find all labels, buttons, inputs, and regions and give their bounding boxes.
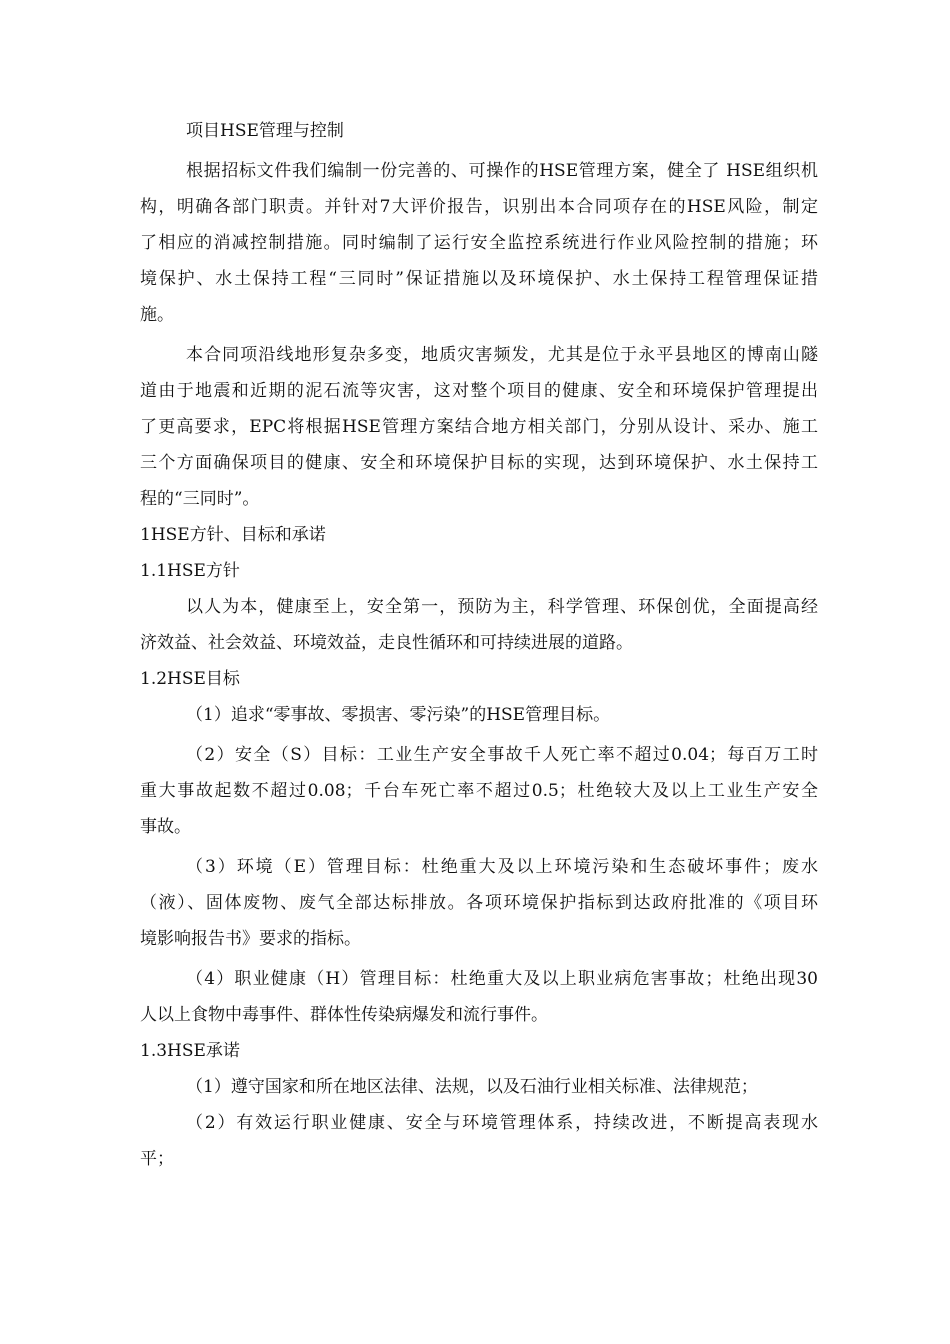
paragraph-line: （2）有效运行职业健康、安全与环境管理体系，持续改进，不断提高表现水	[186, 1113, 818, 1133]
paragraph-line: （4）职业健康（H）管理目标：杜绝重大及以上职业病危害事故；杜绝出现30	[186, 969, 818, 989]
paragraph-line: 以人为本，健康至上，安全第一，预防为主，科学管理、环保创优，全面提高经	[186, 597, 818, 617]
paragraph-line: 平；	[140, 1149, 174, 1169]
policy-paragraph	[140, 589, 818, 661]
paragraph-line: （3）环境（E）管理目标：杜绝重大及以上环境污染和生态破坏事件；废水	[186, 857, 818, 877]
goal-item-2	[140, 737, 818, 845]
paragraph-line: （2）安全（S）目标：工业生产安全事故千人死亡率不超过0.04；每百万工时	[186, 745, 818, 765]
document-title: 项目HSE管理与控制	[186, 121, 344, 141]
paragraph-line: （1）遵守国家和所在地区法律、法规，以及石油行业相关标准、法律规范；	[186, 1077, 758, 1097]
section-heading-1: 1HSE方针、目标和承诺	[140, 525, 326, 545]
paragraph-line: 三个方面确保项目的健康、安全和环境保护目标的实现，达到环境保护、水土保持工	[140, 453, 818, 473]
paragraph-line: 构，明确各部门职责。并针对7大评价报告，识别出本合同项存在的HSE风险，制定	[140, 197, 818, 217]
paragraph-line: 了更高要求，EPC将根据HSE管理方案结合地方相关部门，分别从设计、采办、施工	[140, 417, 818, 437]
document-page	[140, 113, 818, 1177]
goal-item-4	[140, 961, 818, 1033]
paragraph-line: 济效益、社会效益、环境效益，走良性循环和可持续进展的道路。	[140, 633, 633, 653]
paragraph-line: 施。	[140, 305, 174, 325]
commitment-item-1	[140, 1069, 818, 1105]
paragraph-line: 根据招标文件我们编制一份完善的、可操作的HSE管理方案，健全了 HSE组织机	[186, 161, 818, 181]
intro-paragraph-1	[140, 153, 818, 333]
intro-paragraph-2	[140, 337, 818, 517]
paragraph-line: 境影响报告书》要求的指标。	[140, 929, 361, 949]
paragraph-line: 境保护、水土保持工程“三同时”保证措施以及环境保护、水土保持工程管理保证措	[140, 269, 818, 289]
paragraph-line: （液）、固体废物、废气全部达标排放。各项环境保护指标到达政府批准的《项目环	[140, 893, 818, 913]
paragraph-line: 本合同项沿线地形复杂多变，地质灾害频发，尤其是位于永平县地区的博南山隧	[186, 345, 818, 365]
paragraph-line: 程的“三同时”。	[140, 489, 260, 509]
paragraph-line: （1）追求“零事故、零损害、零污染”的HSE管理目标。	[186, 705, 611, 725]
paragraph-line: 了相应的消减控制措施。同时编制了运行安全监控系统进行作业风险控制的措施；环	[140, 233, 818, 253]
commitment-item-2	[140, 1105, 818, 1177]
goal-item-1	[140, 697, 818, 733]
paragraph-line: 道由于地震和近期的泥石流等灾害，这对整个项目的健康、安全和环境保护管理提出	[140, 381, 818, 401]
section-heading-1-1: 1.1HSE方针	[140, 561, 240, 581]
paragraph-line: 事故。	[140, 817, 191, 837]
paragraph-line: 重大事故起数不超过0.08；千台车死亡率不超过0.5；杜绝较大及以上工业生产安全	[140, 781, 818, 801]
paragraph-line: 人以上食物中毒事件、群体性传染病爆发和流行事件。	[140, 1005, 548, 1025]
goal-item-3	[140, 849, 818, 957]
section-heading-1-2: 1.2HSE目标	[140, 669, 240, 689]
section-heading-1-3: 1.3HSE承诺	[140, 1041, 240, 1061]
